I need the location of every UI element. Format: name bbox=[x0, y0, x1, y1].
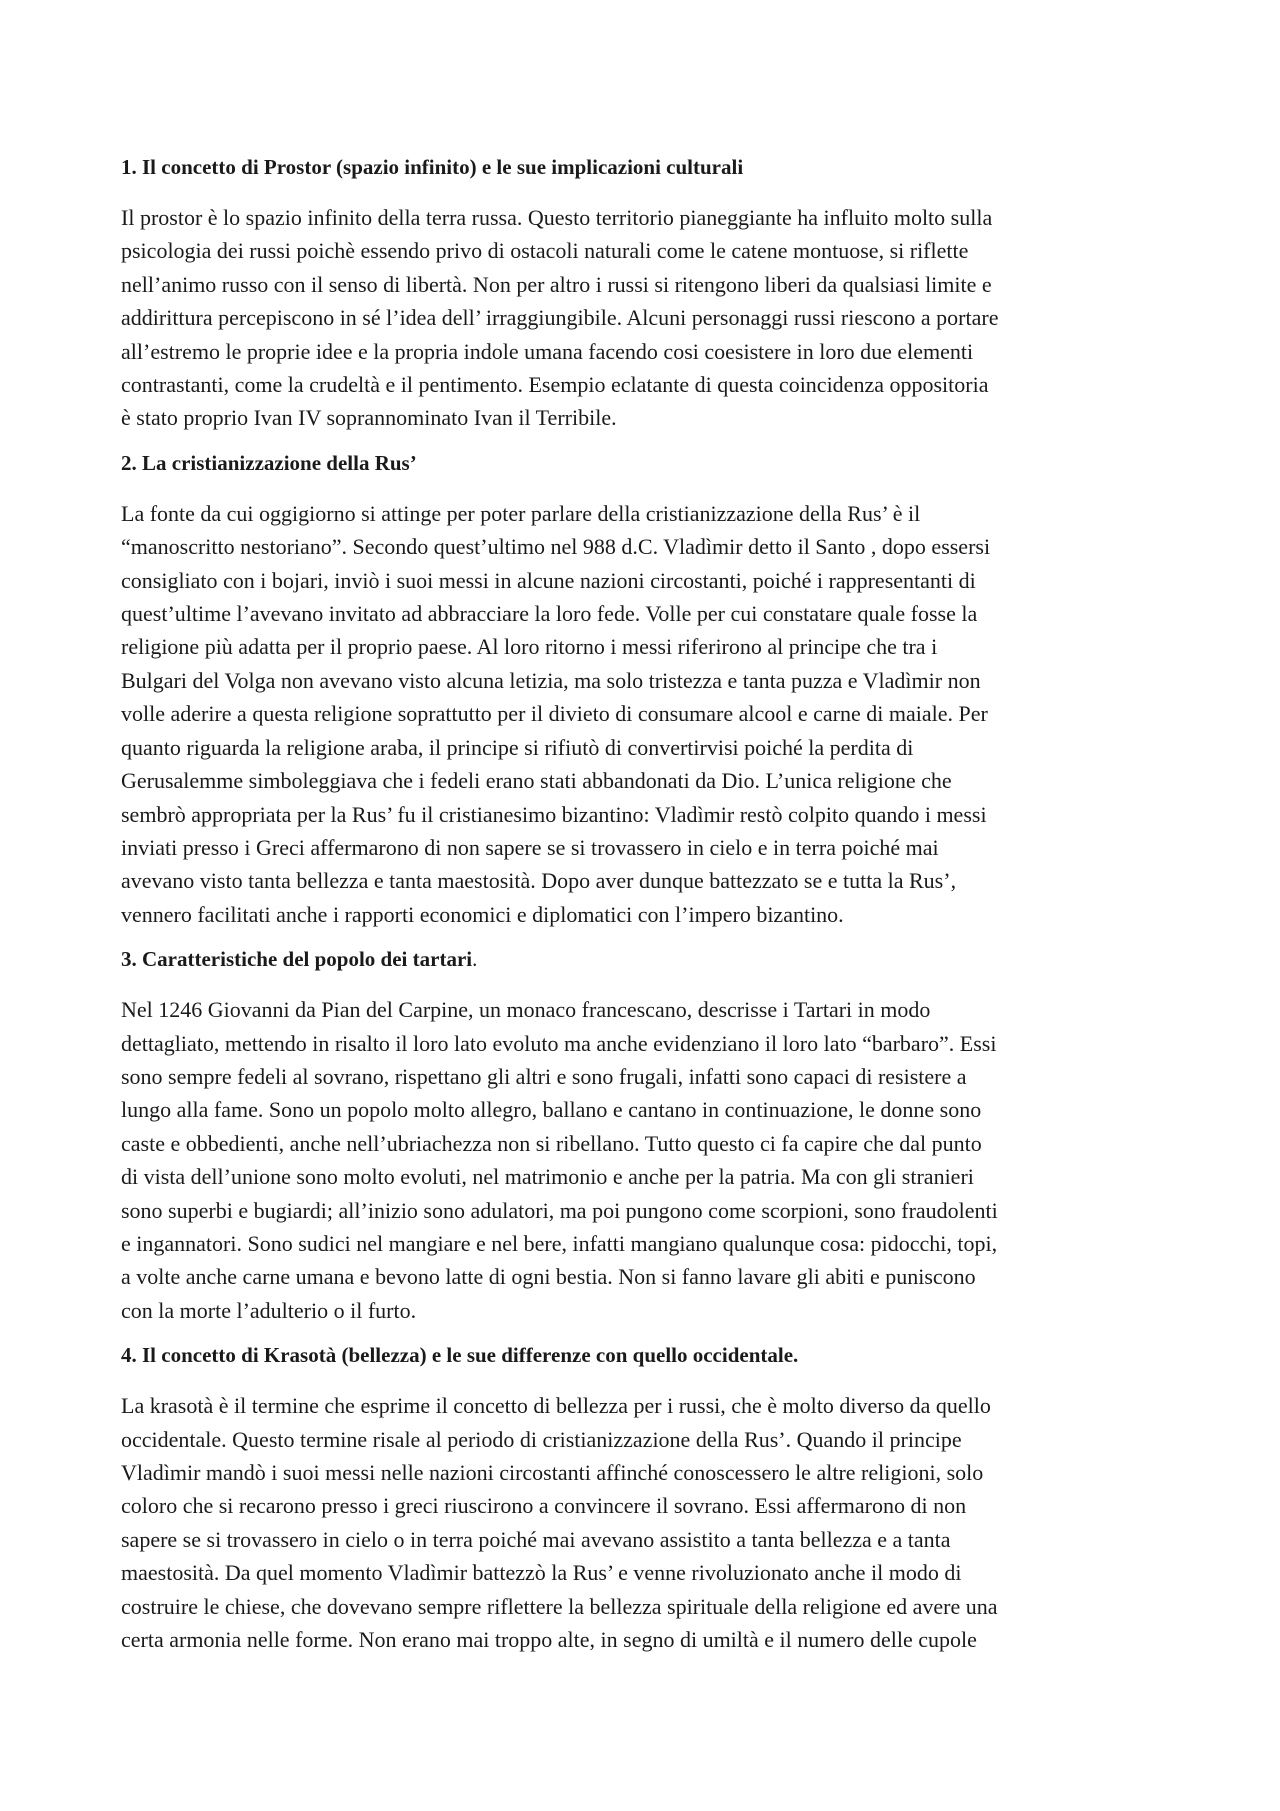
section-heading: 3. Caratteristiche del popolo dei tartari. bbox=[121, 947, 478, 972]
document-page bbox=[121, 138, 1161, 1664]
section-heading: 4. Il concetto di Krasotà (bellezza) e le sue differenze con quello occidentale. bbox=[121, 1343, 799, 1368]
section-heading: 1. Il concetto di Prostor (spazio infinito) e le sue implicazioni culturali bbox=[121, 155, 744, 179]
section-cristianizzazione bbox=[121, 447, 1161, 931]
section-paragraph: Il prostor è lo spazio infinito della terra russa. Questo territorio pianeggiante ha influito molto sulla psicologia dei russi poichè essendo privo di ostacoli naturali come le catene montuose, si riflette nell’animo russo con il senso di libertà. Non per altro i russi si ritengono liberi da qualsiasi limite e addirittura percepiscono in sé l’idea dell’ irraggiungibile. Alcuni personaggi russi riescono a portare all’estremo le proprie idee e la propria indole umana facendo cosi coesistere in loro due elementi contrastanti, come la crudeltà e il pentimento. Esempio eclatante di questa coincidenza oppositoria è stato proprio Ivan IV soprannominato Ivan il Terribile. bbox=[121, 205, 999, 431]
section-paragraph: La krasotà è il termine che esprime il concetto di bellezza per i russi, che è molto diverso da quello occidentale. Questo termine risale al periodo di cristianizzazione della Rus’. Quando il principe Vladìmir mandò i suoi messi nelle nazioni circostanti affinché conoscessero le altre religioni, solo coloro che si recarono presso i greci riuscirono a convincere il sovrano. Essi affermarono di non sapere se si trovassero in cielo o in terra poiché mai avevano assistito a tanta bellezza e a tanta maestosità. Da quel momento Vladìmir battezzò la Rus’ e venne rivoluzionato anche il modo di costruire le chiese, che dovevano sempre riflettere la bellezza spirituale della religione ed avere una certa armonia nelle forme. Non erano mai troppo alte, in segno di umiltà e il numero delle cupole bbox=[121, 1393, 998, 1653]
section-heading: 2. La cristianizzazione della Rus’ bbox=[121, 450, 417, 475]
section-paragraph: Nel 1246 Giovanni da Pian del Carpine, un monaco francescano, descrisse i Tartari in modo dettagliato, mettendo in risalto il loro lato evoluto ma anche evidenziano il loro lato “barbaro”. Essi sono sempre fedeli al sovrano, rispettano gli altri e sono frugali, infatti sono capaci di resistere a lungo alla fame. Sono un popolo molto allegro, ballano e cantano in continuazione, le donne sono caste e obbedienti, anche nell’ubriachezza non si ribellano. Tutto questo ci fa capire che dal punto di vista dell’unione sono molto evoluti, nel matrimonio e anche per la patria. Ma con gli stranieri sono superbi e bugiardi; all’inizio sono adulatori, ma poi pungono come scorpioni, sono fraudolenti e ingannatori. Sono sudici nel mangiare e nel bere, infatti mangiano qualunque cosa: pidocchi, topi, a volte anche carne umana e bevono latte di ogni bestia. Non si fanno lavare gli abiti e puniscono con la morte l’adulterio o il furto. bbox=[121, 997, 998, 1323]
section-prostor bbox=[121, 151, 1161, 435]
heading-period: . bbox=[472, 947, 478, 972]
section-tartari bbox=[121, 943, 1161, 1327]
section-paragraph: La fonte da cui oggigiorno si attinge per poter parlare della cristianizzazione della Rus’ è il “manoscritto nestoriano”. Secondo quest’ultimo nel 988 d.C. Vladìmir detto il Santo , dopo essersi consigliato con i bojari, inviò i suoi messi in alcune nazioni circostanti, poiché i rappresentanti di quest’ultime l’avevano invitato ad abbracciare la loro fede. Volle per cui constatare quale fosse la religione più adatta per il proprio paese. Al loro ritorno i messi riferirono al principe che tra i Bulgari del Volga non avevano visto alcuna letizia, ma solo tristezza e tanta puzza e Vladìmir non volle aderire a questa religione soprattutto per il divieto di consumare alcool e carne di maiale. Per quanto riguarda la religione araba, il principe si rifiutò di convertirvisi poiché la perdita di Gerusalemme simboleggiava che i fedeli erano stati abbandonati da Dio. L’unica religione che sembrò appropriata per la Rus’ fu il cristianesimo bizantino: Vladìmir restò colpito quando i messi inviati presso i Greci affermarono di non sapere se si trovassero in cielo e in terra poiché mai avevano visto tanta bellezza e tanta maestosità. Dopo aver dunque battezzato se e tutta la Rus’, vennero facilitati anche i rapporti economici e diplomatici con l’impero bizantino. bbox=[121, 500, 991, 927]
section-krasota bbox=[121, 1339, 1161, 1656]
